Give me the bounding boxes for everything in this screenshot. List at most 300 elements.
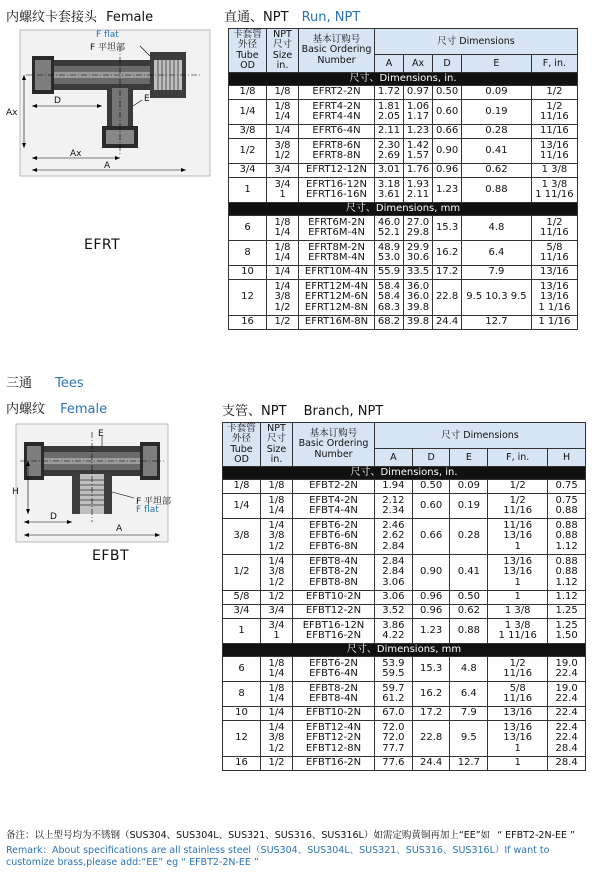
cell-d: [433, 100, 462, 125]
cell-ax: [404, 178, 433, 203]
cell-f: [488, 757, 548, 771]
cell-num: [299, 100, 375, 125]
cell-f-value: 13/16: [503, 566, 533, 578]
col-d: D: [433, 55, 462, 73]
cell-e-value: 6.4: [488, 246, 505, 258]
table-row: [229, 216, 578, 241]
cell-a: [375, 591, 413, 605]
cell-a: [375, 178, 404, 203]
cell-f-value: 11/16: [503, 693, 533, 704]
cell-f-value: 1/2: [546, 86, 563, 98]
table-row: [229, 139, 578, 164]
cell-h: [548, 721, 586, 757]
cell-f: [488, 657, 548, 682]
cell-f: [488, 707, 548, 721]
cell-a-value: 2.12: [382, 494, 405, 506]
cell-a: [375, 139, 404, 164]
cell-f: [488, 721, 548, 757]
cell-a: [375, 266, 404, 280]
section-label: 尺寸、Dimensions, in.: [223, 467, 586, 480]
cell-npt: [261, 721, 293, 757]
cell-h: [548, 480, 586, 494]
cell-d-value: 0.96: [435, 164, 459, 176]
cell-num-value: EFBT8-4N: [309, 693, 358, 704]
cell-a-value: 1.81: [377, 100, 401, 112]
cell-od: [223, 555, 261, 591]
cell-od-value: 8: [238, 687, 245, 699]
cell-num-value: EFRT8M-4N: [308, 252, 365, 263]
cell-od-value: 1: [238, 624, 245, 636]
cell-npt-value: 1: [273, 630, 280, 641]
cell-a: [375, 555, 413, 591]
cell-npt: [267, 139, 299, 164]
cell-a: [375, 86, 404, 100]
cell-d: [433, 241, 462, 266]
cell-f: [531, 86, 577, 100]
cell-ax-value: 1.17: [406, 111, 430, 122]
cell-ax-value: 39.8: [406, 301, 430, 313]
cell-num-value: EFBT6-6N: [309, 530, 358, 542]
efrt-flat-label-en: F flat: [96, 30, 119, 40]
cell-e-value: 9.5 10.3 9.5: [466, 291, 527, 303]
cell-a-value: 2.84: [382, 566, 405, 578]
cell-f-value: 1 11/16: [498, 630, 537, 641]
cell-d: [433, 125, 462, 139]
cell-h: [548, 494, 586, 519]
cell-npt-value: 1/2: [268, 757, 285, 769]
cell-num: [299, 139, 375, 164]
cell-f: [531, 139, 577, 164]
cell-f-value: 11/16: [503, 668, 533, 679]
cell-a-value: 2.34: [382, 505, 405, 516]
cell-e: [462, 139, 532, 164]
cell-e-value: 0.41: [485, 144, 508, 156]
cell-e-value: 0.41: [457, 566, 480, 578]
cell-npt: [267, 86, 299, 100]
cell-num-value: EFBT8-8N: [309, 576, 358, 588]
cell-f-value: 1 3/8: [504, 605, 531, 617]
cell-npt-value: 1/2: [268, 591, 285, 603]
cell-f-value: 1: [514, 540, 521, 552]
cell-d: [412, 682, 450, 707]
cell-npt-value: 1/4: [268, 707, 285, 719]
cell-d-value: 0.90: [419, 566, 443, 578]
cell-ax-value: 30.6: [406, 252, 430, 263]
cell-d: [433, 266, 462, 280]
remark-cn: [6, 830, 590, 842]
cell-e: [462, 280, 532, 316]
cell-a-value: 72.0: [382, 732, 405, 744]
col-e: E: [462, 55, 532, 73]
cell-od-value: 8: [244, 246, 251, 258]
cell-f-value: 13/16: [503, 732, 533, 744]
cell-num-value: EFBT10-2N: [305, 591, 362, 603]
cell-a-value: 2.11: [377, 125, 401, 137]
cell-f-value: 11/16: [503, 519, 533, 531]
efrt-table-heading-en: Run, NPT: [301, 10, 361, 25]
cell-f-value: 5/8: [509, 682, 526, 694]
efrt-dim-a-label: A: [104, 161, 111, 171]
cell-npt-value: 1/4: [268, 555, 285, 567]
cell-od: [223, 480, 261, 494]
efrt-title-cn: 内螺纹卡套接头: [6, 10, 98, 25]
cell-f: [531, 266, 577, 280]
cell-od: [229, 86, 267, 100]
section-label: 尺寸、Dimensions, mm: [223, 644, 586, 657]
cell-num: [293, 721, 375, 757]
cell-od-value: 1: [244, 183, 251, 195]
cell-od-value: 3/4: [239, 164, 256, 176]
cell-npt: [261, 605, 293, 619]
cell-a-value: 58.4: [377, 291, 401, 303]
cell-a: [375, 494, 413, 519]
cell-od: [229, 178, 267, 203]
cell-e: [462, 266, 532, 280]
cell-ax-value: 1.76: [406, 164, 430, 176]
cell-od: [229, 125, 267, 139]
cell-ax-value: 1.57: [406, 150, 430, 161]
cell-h: [548, 555, 586, 591]
cell-e: [462, 86, 532, 100]
cell-h-value: 0.88: [555, 530, 578, 542]
cell-od: [223, 494, 261, 519]
cell-f-value: 13/16: [539, 280, 569, 292]
cell-num: [293, 682, 375, 707]
cell-num-value: EFBT2-2N: [309, 480, 358, 492]
cell-od-value: 1/8: [233, 480, 250, 492]
header-line: 外径: [231, 433, 251, 444]
efbt-subtitle-cn: 内螺纹: [6, 402, 46, 417]
cell-e: [450, 657, 488, 682]
cell-ax: [404, 100, 433, 125]
cell-e-value: 12.7: [485, 316, 508, 328]
cell-num-value: EFBT16-12N: [302, 619, 365, 631]
cell-e-value: 0.28: [485, 125, 508, 137]
cell-a-value: 3.18: [377, 178, 401, 190]
table-row: [229, 125, 578, 139]
cell-num-value: EFBT4-4N: [309, 505, 358, 516]
cell-od: [229, 164, 267, 178]
cell-a-value: 2.62: [382, 530, 405, 542]
cell-npt-value: 1/8: [268, 682, 285, 694]
cell-f: [531, 178, 577, 203]
cell-od: [223, 605, 261, 619]
cell-d: [433, 316, 462, 330]
cell-h: [548, 657, 586, 682]
cell-d: [412, 605, 450, 619]
cell-npt: [261, 494, 293, 519]
cell-a: [375, 216, 404, 241]
cell-f-value: 1 3/8: [541, 178, 568, 190]
cell-h-value: 1.50: [555, 630, 578, 641]
efrt-table-heading: [224, 6, 360, 25]
cell-a-value: 55.9: [377, 266, 401, 278]
efrt-table-heading-cn: 直通、NPT: [224, 10, 289, 25]
cell-ax-value: 1.06: [406, 100, 430, 112]
cell-num-value: EFRT12-12N: [306, 164, 367, 176]
section-label: 尺寸、Dimensions, in.: [229, 73, 578, 86]
cell-e: [450, 519, 488, 555]
cell-num-value: EFRT4-2N: [312, 100, 361, 112]
table-row: [229, 241, 578, 266]
cell-od-value: 5/8: [233, 591, 250, 603]
efbt-table-heading-en: Branch, NPT: [303, 404, 384, 419]
cell-ax: [404, 316, 433, 330]
cell-d-value: 0.66: [435, 125, 459, 137]
cell-e: [450, 555, 488, 591]
cell-num: [293, 591, 375, 605]
cell-npt-value: 1/4: [268, 505, 285, 516]
cell-od-value: 12: [241, 291, 254, 303]
header-line: 尺寸: [272, 39, 292, 50]
cell-npt-value: 1/4: [274, 252, 291, 263]
cell-npt-value: 1/4: [268, 519, 285, 531]
cell-a-value: 2.84: [382, 540, 405, 552]
cell-f: [531, 164, 577, 178]
cell-a: [375, 164, 404, 178]
col-ordering-number: [293, 423, 375, 467]
cell-ax-value: 29.8: [406, 227, 430, 238]
cell-a-value: 46.0: [377, 216, 401, 228]
cell-f-value: 1/2: [546, 100, 563, 112]
cell-od-value: 1/2: [239, 144, 256, 156]
table-row: [223, 619, 586, 644]
cell-npt-value: 3/4: [274, 178, 291, 190]
cell-ax: [404, 125, 433, 139]
cell-num: [293, 657, 375, 682]
cell-f: [531, 125, 577, 139]
cell-f-value: 1 1/16: [538, 301, 571, 313]
cell-f: [531, 241, 577, 266]
cell-h-value: 22.4: [555, 732, 578, 744]
table-row: [223, 494, 586, 519]
efrt-product-code: EFRT: [84, 237, 121, 253]
cell-f-value: 1 1/16: [538, 316, 571, 328]
cell-f-value: 1 3/8: [541, 164, 568, 176]
cell-h-value: 19.0: [555, 682, 578, 694]
cell-num: [299, 241, 375, 266]
header-line: 基本订购号: [312, 33, 361, 45]
cell-num: [293, 494, 375, 519]
cell-num-value: EFBT12-2N: [305, 732, 362, 744]
header-line: NPT: [273, 28, 292, 40]
cell-num: [299, 125, 375, 139]
cell-e-value: 4.8: [460, 662, 477, 674]
col-ax: Ax: [404, 55, 433, 73]
cell-npt: [267, 164, 299, 178]
cell-f-value: 1: [514, 591, 521, 603]
cell-ax-value: 1.42: [406, 139, 430, 151]
section-row: [223, 644, 586, 657]
efbt-dim-h-label: H: [12, 487, 19, 497]
cell-od-value: 1/2: [233, 566, 250, 578]
cell-e: [450, 480, 488, 494]
efbt-subtitle-en: Female: [60, 402, 108, 417]
cell-f-value: 11/16: [539, 252, 569, 263]
cell-ax-value: 39.8: [406, 316, 430, 328]
remark-cn-text: 备注：以上型号均为不锈钢（SUS304、SUS304L、SUS321、SUS316、SUS316L）如需定购黄铜再加上“EE”如: [6, 830, 491, 841]
cell-e: [450, 605, 488, 619]
cell-e: [450, 707, 488, 721]
header-line: Tube: [236, 49, 259, 61]
efrt-dim-ax-label: Ax: [70, 149, 82, 159]
cell-npt: [267, 241, 299, 266]
cell-a-value: 2.46: [382, 519, 405, 531]
cell-od: [223, 682, 261, 707]
header-line: 尺寸: [266, 433, 286, 444]
cell-h-value: 28.4: [555, 757, 578, 769]
cell-d-value: 24.4: [419, 757, 443, 769]
cell-npt-value: 1/2: [268, 540, 285, 552]
section-label: 尺寸、Dimensions, mm: [229, 203, 578, 216]
cell-od-value: 1/8: [239, 86, 256, 98]
cell-od-value: 3/4: [233, 605, 250, 617]
cell-d: [433, 178, 462, 203]
cell-a: [375, 480, 413, 494]
cell-e-value: 0.88: [485, 183, 508, 195]
cell-a: [375, 519, 413, 555]
cell-num: [293, 619, 375, 644]
cell-npt-value: 1/8: [274, 100, 291, 112]
cell-f: [488, 519, 548, 555]
col-npt-size: [261, 423, 293, 467]
cell-f-value: 1 3/8: [504, 619, 531, 631]
cell-a-value: 52.1: [377, 227, 401, 238]
cell-d-value: 0.50: [435, 86, 459, 98]
table-row: [223, 480, 586, 494]
cell-f-value: 1 11/16: [535, 189, 574, 200]
cell-num-value: EFBT6-2N: [309, 657, 358, 669]
cell-num: [299, 86, 375, 100]
cell-ax: [404, 164, 433, 178]
cell-a-value: 68.3: [377, 301, 401, 313]
remark-cn-example: “ EFBT2-2N-EE ”: [497, 830, 575, 841]
remark-en-line2: customize brass,please add:“EE” eg “ EFBT2-2N-EE ”: [6, 857, 259, 868]
cell-npt-value: 1/4: [268, 721, 285, 733]
cell-od: [229, 316, 267, 330]
cell-e-value: 7.9: [488, 266, 505, 278]
cell-a: [375, 707, 413, 721]
cell-e: [450, 494, 488, 519]
cell-f-value: 11/16: [539, 150, 569, 161]
cell-num: [293, 480, 375, 494]
cell-od: [229, 280, 267, 316]
cell-a: [375, 619, 413, 644]
cell-od: [229, 139, 267, 164]
efbt-dim-a-label: A: [116, 524, 123, 534]
col-h: H: [548, 449, 586, 467]
remark-en-line1: Remark：About specifications are all stainless steel（SUS304、SUS304L、SUS321、SUS316、SUS316L）If want to: [6, 845, 550, 856]
cell-num-value: EFBT12-4N: [305, 721, 362, 733]
cell-e-value: 12.7: [457, 757, 480, 769]
cell-d: [412, 555, 450, 591]
efbt-title-cn: 三通: [6, 376, 33, 391]
cell-npt-value: 3/8: [268, 732, 285, 744]
cell-h-value: 22.4: [555, 668, 578, 679]
cell-npt-value: 1/8: [268, 480, 285, 492]
cell-h-value: 0.75: [555, 494, 578, 506]
cell-h: [548, 519, 586, 555]
cell-num-value: EFBT6-4N: [309, 668, 358, 679]
cell-od-value: 10: [235, 707, 248, 719]
cell-npt: [261, 480, 293, 494]
cell-npt-value: 1/8: [268, 494, 285, 506]
cell-npt: [267, 280, 299, 316]
cell-e: [462, 241, 532, 266]
efrt-flat-label-cn: F 平坦部: [90, 43, 126, 53]
cell-f: [531, 216, 577, 241]
table-row: [223, 519, 586, 555]
cell-a-value: 58.4: [377, 280, 401, 292]
cell-num-value: EFBT8-4N: [309, 555, 358, 567]
efrt-dim-ax-vertical-label: Ax: [6, 108, 18, 118]
efrt-title-en: Female: [106, 10, 154, 25]
cell-num: [293, 519, 375, 555]
efrt-dim-d-label: D: [54, 96, 61, 106]
cell-d-value: 16.2: [419, 687, 443, 699]
cell-h-value: 1.12: [555, 576, 578, 588]
efbt-table-heading: [222, 400, 383, 419]
cell-f-value: 13/16: [503, 721, 533, 733]
cell-od-value: 16: [235, 757, 248, 769]
cell-num-value: EFBT10-2N: [305, 707, 362, 719]
cell-npt-value: 1/4: [268, 693, 285, 704]
table-row: [229, 316, 578, 330]
cell-num-value: EFBT6-2N: [309, 519, 358, 531]
cell-num-value: EFRT6-4N: [312, 125, 361, 137]
cell-h-value: 1.12: [555, 591, 578, 603]
col-a: A: [375, 449, 413, 467]
cell-h-value: 0.88: [555, 505, 578, 516]
cell-f-value: 13/16: [503, 707, 533, 719]
cell-num-value: EFRT12M-8N: [304, 301, 369, 313]
cell-od: [223, 619, 261, 644]
header-line: Basic Ordering: [298, 438, 369, 450]
cell-h-value: 1.12: [555, 540, 578, 552]
cell-e-value: 6.4: [460, 687, 477, 699]
cell-f-value: 11/16: [539, 111, 569, 122]
cell-npt: [267, 266, 299, 280]
cell-num: [299, 178, 375, 203]
cell-npt-value: 1/4: [268, 668, 285, 679]
cell-od: [223, 757, 261, 771]
cell-od-value: 6: [238, 662, 245, 674]
header-line: Number: [314, 448, 353, 460]
cell-h-value: 1.25: [555, 619, 578, 631]
cell-e-value: 0.88: [457, 624, 480, 636]
table-row: [223, 721, 586, 757]
col-dimensions: 尺寸 Dimensions: [375, 29, 578, 55]
cell-e: [462, 316, 532, 330]
cell-f: [488, 555, 548, 591]
cell-a: [375, 721, 413, 757]
cell-d-value: 0.60: [435, 105, 459, 117]
cell-npt: [261, 619, 293, 644]
cell-npt-value: 3/4: [268, 619, 285, 631]
cell-f: [488, 494, 548, 519]
cell-num-value: EFRT2-2N: [312, 86, 361, 98]
table-row: [229, 280, 578, 316]
cell-ax-value: 0.97: [406, 86, 430, 98]
cell-e-value: 0.28: [457, 530, 480, 542]
cell-num-value: EFBT6-8N: [309, 540, 358, 552]
cell-e: [462, 216, 532, 241]
cell-a-value: 77.7: [382, 742, 405, 754]
cell-od: [229, 241, 267, 266]
col-a: A: [375, 55, 404, 73]
cell-e-value: 0.62: [485, 164, 508, 176]
cell-h-value: 28.4: [555, 742, 578, 754]
